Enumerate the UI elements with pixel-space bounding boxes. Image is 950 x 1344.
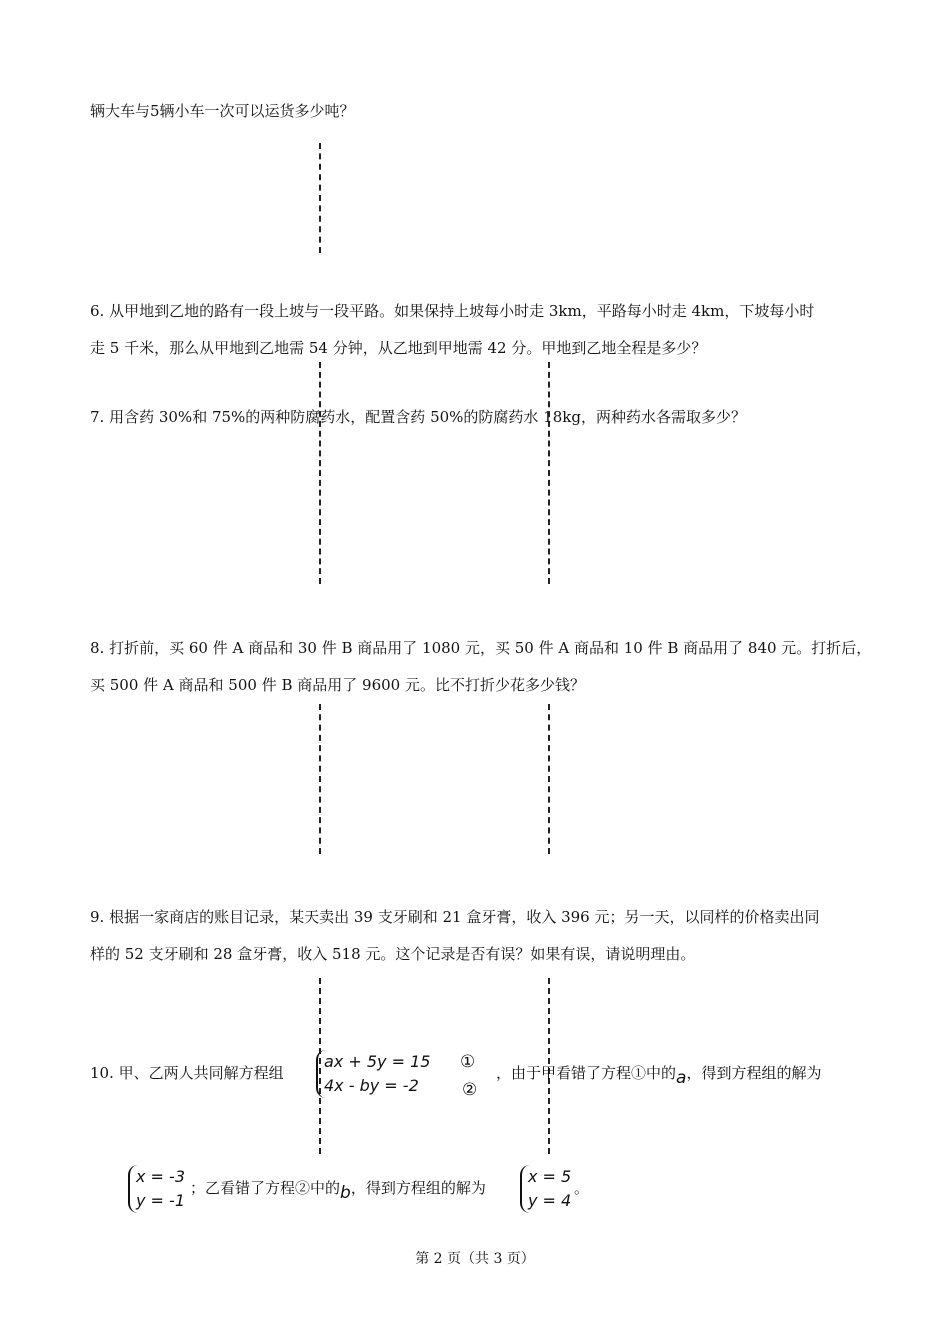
page-footer: 第 2 页（共 3 页） [415, 1251, 535, 1267]
question-5-continuation: 辆大车与5辆小车一次可以运货多少吨？ [90, 102, 355, 120]
dashed-divider [319, 704, 321, 854]
dashed-divider [319, 362, 321, 584]
solution-system-1 [128, 1165, 185, 1213]
equation-2: 4x - by = -2 [324, 1076, 419, 1095]
equation-mark-2: ② [462, 1080, 478, 1100]
question-10-prefix: 10. 甲、乙两人共同解方程组 [90, 1064, 284, 1082]
solution-1-y: y = -1 [136, 1191, 185, 1210]
question-6-line-1: 6. 从甲地到乙地的路有一段上坡与一段平路。如果保持上坡每小时走 3km，平路每小时走 4km，下坡每小时 [90, 302, 815, 320]
dashed-divider [319, 143, 321, 253]
suffix-text-1: ，得到方程组的解为 [686, 1064, 822, 1082]
question-8-line-1: 8. 打折前，买 60 件 A 商品和 30 件 B 商品用了 1080 元，买 50 件 A 商品和 10 件 B 商品用了 840 元。打折后， [90, 639, 872, 657]
equation-1: ax + 5y = 15 [324, 1052, 431, 1071]
solution-2-x: x = 5 [528, 1167, 572, 1186]
question-10-mid-text [496, 1062, 822, 1088]
equation-system-1 [316, 1050, 430, 1098]
question-10-end: 。 [574, 1179, 590, 1197]
question-6-line-2: 走 5 千米，那么从甲地到乙地需 54 分钟，从乙地到甲地需 42 分。甲地到乙地全程是多少？ [90, 339, 707, 357]
solution-1-x: x = -3 [136, 1167, 185, 1186]
equation-mark-1: ① [460, 1052, 476, 1072]
question-7-line-1: 7. 用含药 30%和 75%的两种防腐药水，配置含药 50%的防腐药水 18kg，两种药水各需取多少？ [90, 408, 746, 426]
dashed-divider [548, 704, 550, 854]
solution-2-y: y = 4 [528, 1191, 572, 1210]
question-9-line-1: 9. 根据一家商店的账目记录，某天卖出 39 支牙刷和 21 盒牙膏，收入 396 元；另一天，以同样的价格卖出同 [90, 908, 820, 926]
question-10-mid-text-2 [190, 1177, 486, 1203]
suffix-text-2: ，得到方程组的解为 [350, 1179, 486, 1197]
variable-b: b [340, 1183, 351, 1203]
mid-text-2: ；乙看错了方程②中的 [190, 1179, 341, 1197]
dashed-divider [548, 362, 550, 584]
solution-system-2 [520, 1165, 571, 1213]
question-8-line-2: 买 500 件 A 商品和 500 件 B 商品用了 9600 元。比不打折少花多少钱？ [90, 676, 585, 694]
mid-text: ，由于甲看错了方程①中的 [496, 1064, 677, 1082]
variable-a: a [676, 1068, 687, 1088]
question-9-line-2: 样的 52 支牙刷和 28 盒牙膏，收入 518 元。这个记录是否有误？如果有误，请说明理由。 [90, 945, 696, 963]
